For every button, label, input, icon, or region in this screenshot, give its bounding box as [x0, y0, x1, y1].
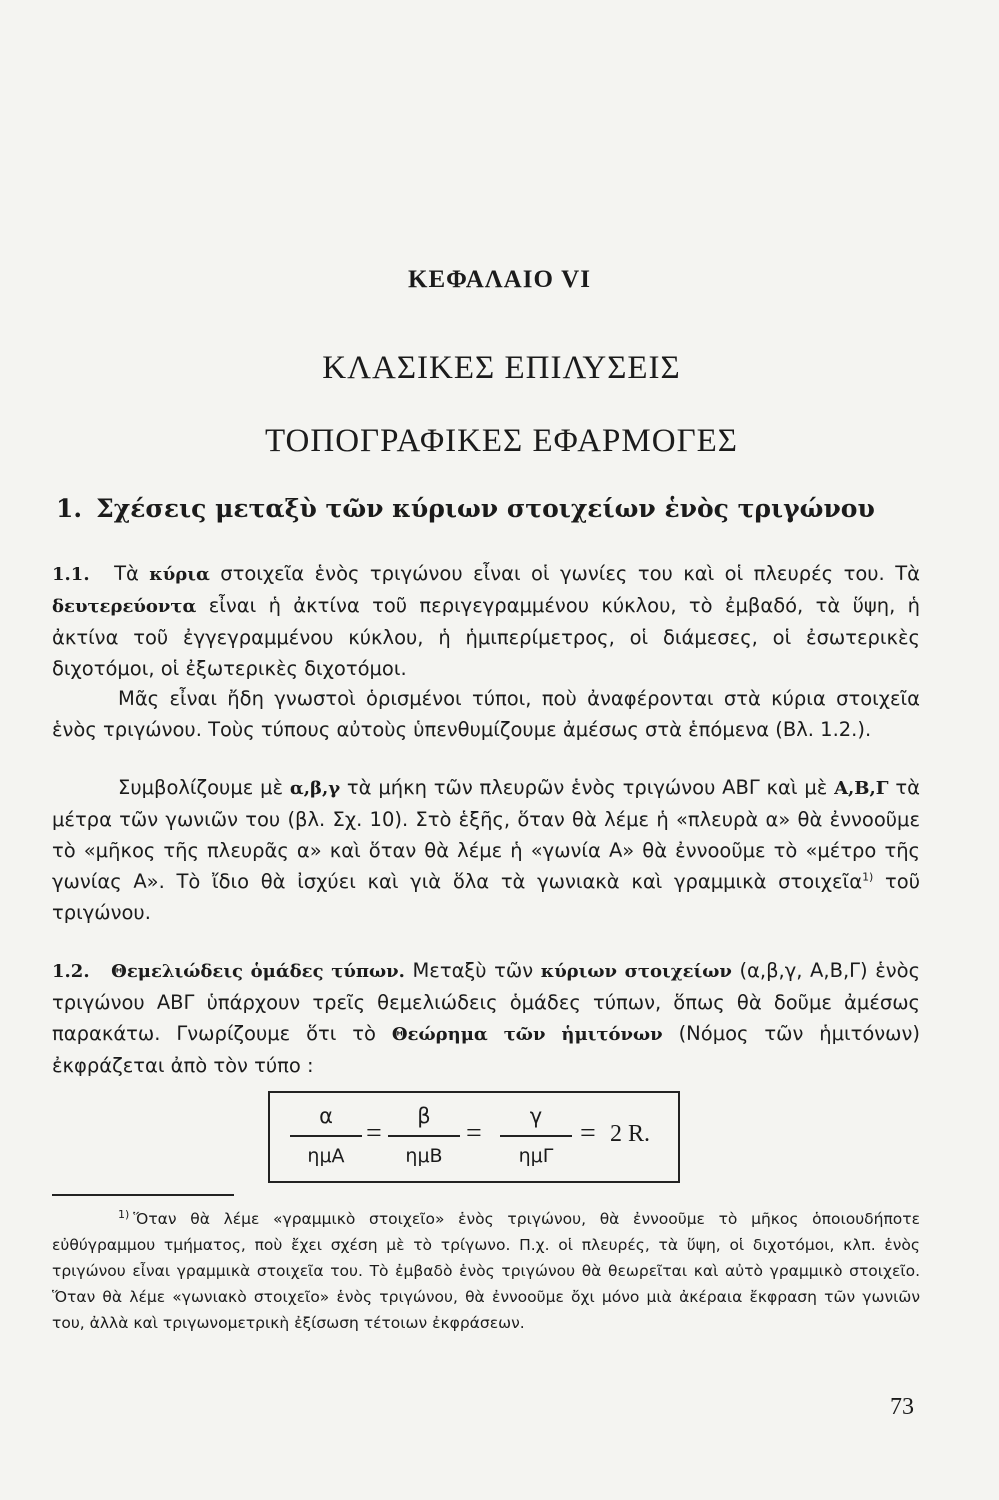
section-heading — [56, 494, 875, 523]
numerator: β — [417, 1104, 431, 1128]
page-number: 73 — [890, 1394, 914, 1420]
law-of-sines-formula — [268, 1091, 680, 1183]
section-number: 1. — [56, 494, 83, 523]
footnote — [52, 1206, 920, 1336]
text-run: τὰ μήκη τῶν πλευρῶν ἑνὸς τριγώνου ΑΒΓ καὶ μὲ — [346, 776, 828, 799]
bold-term: Α,Β,Γ — [834, 778, 889, 799]
denominator: ημΒ — [405, 1144, 443, 1167]
bold-term: Θεώρημα τῶν ἡμιτόνων — [391, 1024, 663, 1045]
text-run: εἶναι ἡ ἀκτίνα τοῦ περιγεγραμμένου κύκλου, τὸ ἐμβαδό, τὰ ὕψη, ἡ ἀκτίνα τοῦ ἐγγεγραμμένου κύκλου, ἡ ἡμιπερίμετρος, οἱ διάμεσες, οἱ ἐσωτερικὲς διχοτόμοι, οἱ ἐξωτερικὲς διχοτόμοι. — [52, 594, 920, 680]
bold-term: δευτερεύοντα — [52, 596, 197, 617]
paragraph-known-formulas: Μᾶς εἶναι ἤδη γνωστοὶ ὁρισμένοι τύποι, ποὺ ἀναφέρονται στὰ κύρια στοιχεῖα ἑνὸς τριγώνου. Τοὺς τύπους αὐτοὺς ὑπενθυμίζουμε ἀμέσως στὰ ἑπόμενα (Βλ. 1.2.). — [52, 687, 920, 741]
footnote-mark: 1) — [118, 1207, 130, 1221]
footnote-divider — [52, 1194, 234, 1196]
fraction-gamma — [500, 1101, 572, 1171]
chapter-title-line-2: ΤΟΠΟΓΡΑΦΙΚΕΣ ΕΦΑΡΜΟΓΕΣ — [264, 423, 739, 459]
equals-sign: = — [580, 1118, 596, 1149]
paragraph-1-1 — [52, 558, 920, 684]
equals-sign: = — [466, 1118, 482, 1149]
bold-term: κύρια — [149, 564, 210, 585]
bold-term: Θεμελιώδεις ὁμάδες τύπων. — [111, 961, 405, 982]
footnote-text: Ὅταν θὰ λέμε «γραμμικὸ στοιχεῖο» ἑνὸς τριγώνου, θὰ ἐννοοῦμε τὸ μῆκος ὁποιουδήποτε εὐθύγραμμου τμήματος, ποὺ ἔχει σχέση μὲ τὸ τρίγωνο. Π.χ. οἱ πλευρές, τὰ ὕψη, οἱ διχοτόμοι, κλπ. ἑνὸς τριγώνου εἶναι γραμμικὰ στοιχεῖα του. Τὸ ἐμβαδὸ ἑνὸς τριγώνου θὰ θεωρεῖται καὶ αὐτὸ γραμμικὸ στοιχεῖο. Ὅταν θὰ λέμε «γωνιακὸ στοιχεῖο» ἑνὸς τριγώνου, θὰ ἐννοοῦμε ὄχι μόνο μιὰ ἀκέραια ἔκφραση τῶν γωνιῶν του, ἀλλὰ καὶ τριγωνομετρικὴ ἐξίσωση τέτοιων ἐκφράσεων. — [52, 1210, 920, 1332]
text-run: στοιχεῖα ἑνὸς τριγώνου εἶναι οἱ γωνίες του καὶ οἱ πλευρές του. Τὰ — [220, 562, 920, 585]
formula-result: 2 R. — [610, 1121, 651, 1147]
fraction-alpha — [290, 1101, 362, 1171]
text-run: (α,β,γ, Α,Β,Γ) ἑνὸς τριγώνου ΑΒΓ ὑπάρχουν τρεῖς θεμελιώδεις ὁμάδες τύπων, ὅπως θὰ δοῦμε ἀμέσως παρακάτω. Γνωρίζουμε ὅτι τὸ — [52, 959, 921, 1045]
text-run: Μεταξὺ τῶν — [412, 959, 534, 982]
section-title: Σχέσεις μεταξὺ τῶν κύριων στοιχείων ἑνὸς τριγώνου — [96, 494, 875, 523]
footnote-reference: 1) — [862, 870, 874, 884]
paragraph-number: 1.1. — [52, 564, 90, 585]
chapter-title-line-1: ΚΛΑΣΙΚΕΣ ΕΠΙΛΥΣΕΙΣ — [322, 350, 681, 386]
paragraph-notation — [52, 772, 920, 928]
bold-term: κύριων στοιχείων — [540, 961, 732, 982]
text-run: (Νόμος τῶν ἡμιτόνων) ἐκφράζεται ἀπὸ τὸν τύπο : — [52, 1022, 921, 1077]
fraction-beta — [388, 1101, 460, 1171]
fraction-bar — [290, 1135, 362, 1137]
fraction-bar — [388, 1135, 460, 1137]
denominator: ημΓ — [518, 1144, 554, 1167]
fraction-bar — [500, 1135, 572, 1137]
paragraph-number: 1.2. — [52, 961, 90, 982]
text-run: τοῦ τριγώνου. — [52, 870, 921, 924]
numerator: α — [319, 1104, 333, 1128]
text-run: Τὰ — [114, 562, 139, 585]
denominator: ημΑ — [307, 1144, 345, 1167]
text-run: τὰ μέτρα τῶν γωνιῶν του (βλ. Σχ. 10). Στὸ ἑξῆς, ὅταν θὰ λέμε ἡ «πλευρὰ α» θὰ ἐννοοῦμε τὸ «μῆκος τῆς πλευρᾶς α» καὶ ὅταν θὰ λέμε ἡ «γωνία Α» θὰ ἐννοοῦμε τὸ «μέτρο τῆς γωνίας Α». Τὸ ἴδιο θὰ ἰσχύει καὶ γιὰ ὅλα τὰ γωνιακὰ καὶ γραμμικὰ στοιχεῖα — [52, 776, 920, 893]
chapter-heading: ΚΕΦΑΛΑΙΟ VI — [408, 266, 591, 293]
numerator: γ — [529, 1104, 543, 1128]
text-run: Συμβολίζουμε μὲ — [118, 776, 284, 799]
paragraph-1-2 — [52, 955, 920, 1081]
equals-sign: = — [366, 1118, 382, 1149]
bold-term: α,β,γ — [289, 778, 341, 799]
